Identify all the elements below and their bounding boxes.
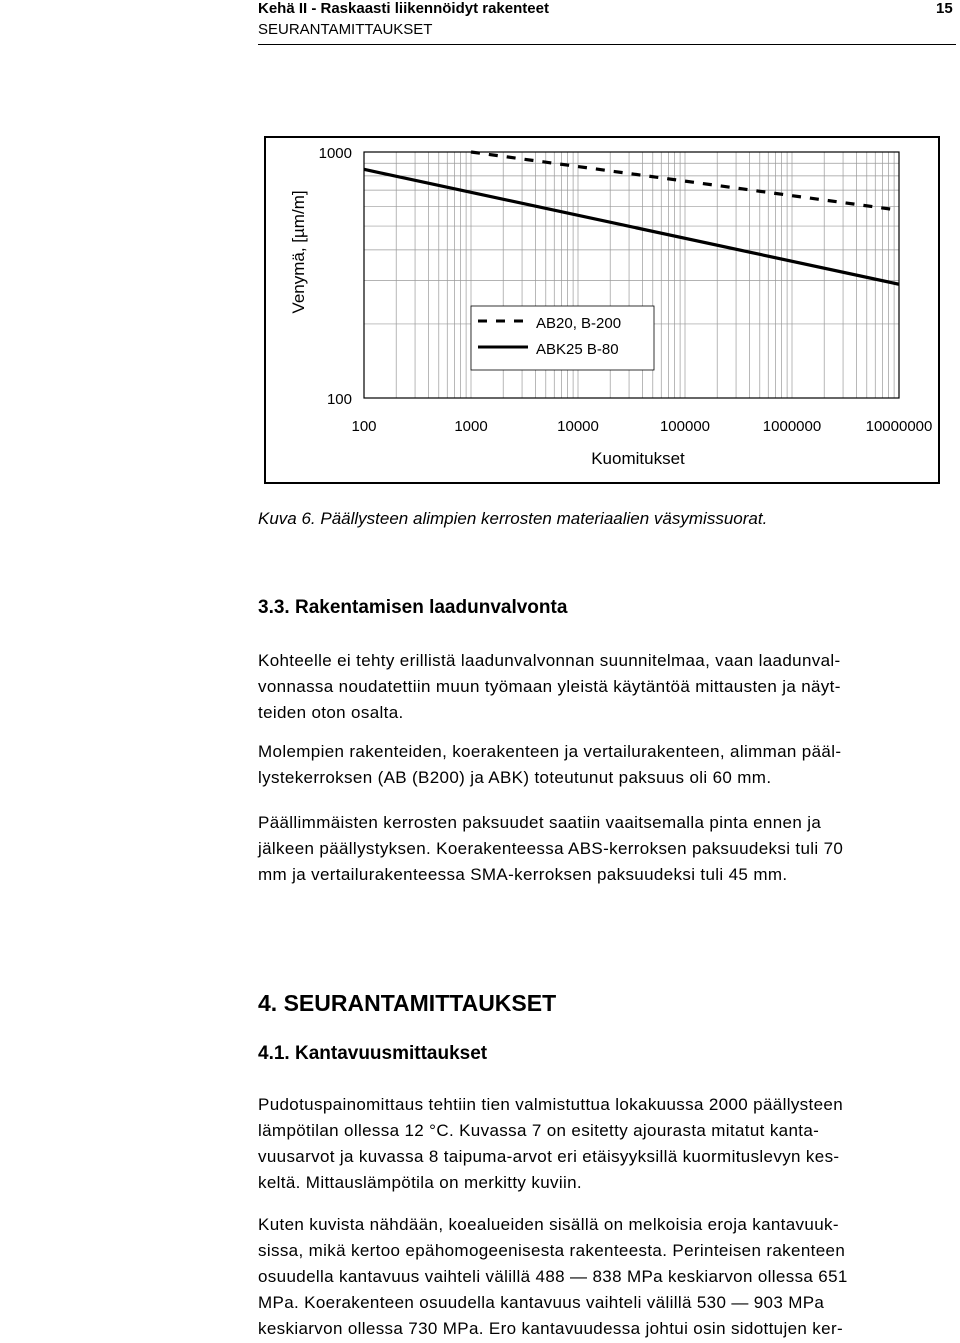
figure-caption: Kuva 6. Päällysteen alimpien kerrosten materiaalien väsymissuorat.: [258, 509, 768, 528]
paragraph-3-3-3: [258, 810, 952, 888]
x-tick-label: 1000000: [762, 418, 822, 435]
x-tick-label: 10000: [557, 418, 599, 435]
text-line: vonnassa noudatettiin muun työmaan yleistä käytäntöä mittausten ja näyt-: [258, 677, 841, 696]
text-line: MPa. Koerakenteen osuudella kantavuus vaihteli välillä 530 — 903 MPa: [258, 1293, 825, 1312]
x-tick-label: 100: [351, 418, 377, 435]
x-tick-label: 10000000: [865, 418, 933, 435]
legend-label-series-2: ABK25 B-80: [536, 341, 619, 358]
text-line: keltä. Mittauslämpötila on merkitty kuviin.: [258, 1173, 582, 1192]
text-line: sissa, mikä kertoo epähomogeenisesta rakenteesta. Perinteisen rakenteen: [258, 1241, 846, 1260]
y-axis-label: Venymä, [µm/m]: [289, 190, 308, 314]
text-line: keskiarvon ollessa 730 MPa. Ero kantavuudessa johtui osin sidottujen ker-: [258, 1319, 843, 1338]
text-line: lystekerroksen (AB (B200) ja ABK) toteutunut paksuus oli 60 mm.: [258, 768, 772, 787]
text-line: Molempien rakenteiden, koerakenteen ja vertailurakenteen, alimman pääl-: [258, 742, 842, 761]
paragraph-4-1-2: [258, 1212, 952, 1342]
running-header-title: Kehä II - Raskaasti liikennöidyt rakenteet: [258, 0, 549, 17]
text-line: Kohteelle ei tehty erillistä laadunvalvonnan suunnitelmaa, vaan laadunval-: [258, 651, 841, 670]
section-heading-4-1: 4.1. Kantavuusmittaukset: [258, 1043, 488, 1064]
text-line: teiden oton osalta.: [258, 703, 404, 722]
y-tick-label: 100: [326, 391, 352, 408]
x-tick-label: 100000: [659, 418, 711, 435]
text-line: mm ja vertailurakenteessa SMA-kerroksen paksuudeksi tuli 45 mm.: [258, 865, 788, 884]
text-line: osuudella kantavuus vaihteli välillä 488 — 838 MPa keskiarvon ollessa 651: [258, 1267, 848, 1286]
fatigue-chart: [266, 138, 938, 482]
y-tick-label: 1000: [318, 145, 352, 162]
legend-label-series-1: AB20, B-200: [536, 315, 622, 332]
text-line: Kuten kuvista nähdään, koealueiden sisällä on melkoisia eroja kantavuuk-: [258, 1215, 839, 1234]
section-heading-4: 4. SEURANTAMITTAUKSET: [258, 990, 557, 1016]
series-line-2: [364, 169, 899, 284]
fatigue-chart-frame: [264, 136, 940, 484]
header-rule: [258, 44, 956, 45]
text-line: Pudotuspainomittaus tehtiin tien valmistuttua lokakuussa 2000 päällysteen: [258, 1095, 844, 1114]
x-tick-label: 1000: [454, 418, 488, 435]
paragraph-3-3-2: [258, 739, 952, 791]
running-header-subtitle: SEURANTAMITTAUKSET: [258, 21, 433, 38]
text-line: lämpötilan ollessa 12 °C. Kuvassa 7 on esitetty ajourasta mitatut kanta-: [258, 1121, 820, 1140]
text-line: Päällimmäisten kerrosten paksuudet saatiin vaaitsemalla pinta ennen ja: [258, 813, 822, 832]
page-number: 15: [936, 0, 953, 17]
paragraph-4-1-1: [258, 1092, 952, 1196]
section-heading-3-3: 3.3. Rakentamisen laadunvalvonta: [258, 597, 568, 618]
x-axis-label: Kuomitukset: [591, 449, 685, 468]
paragraph-3-3-1: [258, 648, 952, 726]
text-line: vuusarvot ja kuvassa 8 taipuma-arvot eri etäisyyksillä kuormituslevyn kes-: [258, 1147, 840, 1166]
text-line: jälkeen päällystyksen. Koerakenteessa ABS-kerroksen paksuudeksi tuli 70: [258, 839, 844, 858]
